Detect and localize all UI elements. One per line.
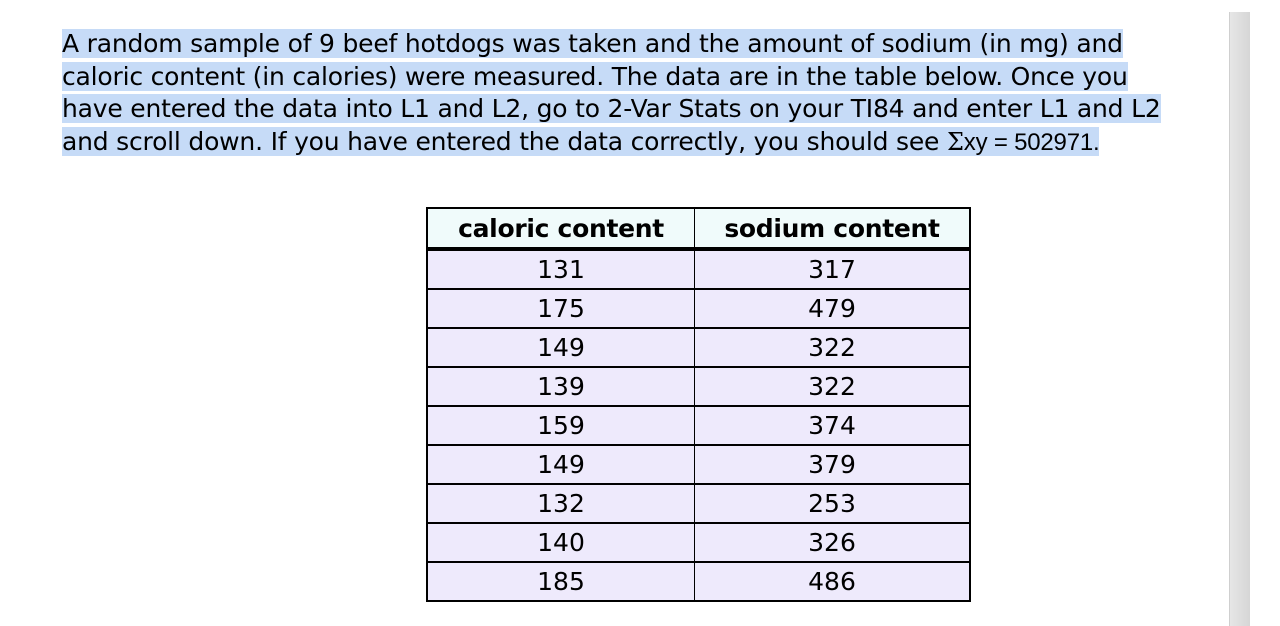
cell-sodium: 317 [695,249,971,289]
sum-xy-equation: xy = 502971. [963,128,1100,156]
cell-sodium: 486 [695,562,971,601]
cell-caloric: 140 [427,523,695,562]
cell-caloric: 131 [427,249,695,289]
cell-caloric: 139 [427,367,695,406]
table-row [427,249,970,289]
table-row [427,289,970,328]
cell-caloric: 159 [427,406,695,445]
problem-line-3: have entered the data into L1 and L2, go to 2-Var Stats on your TI84 and enter L1 and L2 [62,94,1161,124]
cell-caloric: 149 [427,445,695,484]
data-table [426,207,971,602]
table-row [427,484,970,523]
problem-line-4-text: and scroll down. If you have entered the data correctly, you should see [62,126,947,156]
header-sodium-content: sodium content [695,208,971,249]
vertical-scrollbar[interactable] [1229,12,1250,626]
cell-caloric: 175 [427,289,695,328]
table-row [427,562,970,601]
cell-sodium: 326 [695,523,971,562]
cell-sodium: 322 [695,367,971,406]
table-row [427,523,970,562]
cell-sodium: 253 [695,484,971,523]
problem-line-1: A random sample of 9 beef hotdogs was taken and the amount of sodium (in mg) and [62,29,1123,58]
table-row [427,367,970,406]
cell-caloric: 185 [427,562,695,601]
cell-caloric: 132 [427,484,695,523]
problem-line-4 [62,127,1099,156]
cell-sodium: 374 [695,406,971,445]
cell-sodium: 479 [695,289,971,328]
problem-line-2: caloric content (in calories) were measured. The data are in the table below. Once you [62,61,1128,91]
header-caloric-content: caloric content [427,208,695,249]
sigma-symbol: Σ [946,127,964,156]
cell-caloric: 149 [427,328,695,367]
table-header-row [427,208,970,249]
table-row [427,328,970,367]
cell-sodium: 322 [695,328,971,367]
cell-sodium: 379 [695,445,971,484]
problem-statement [62,28,1222,159]
table-row [427,445,970,484]
table-row [427,406,970,445]
